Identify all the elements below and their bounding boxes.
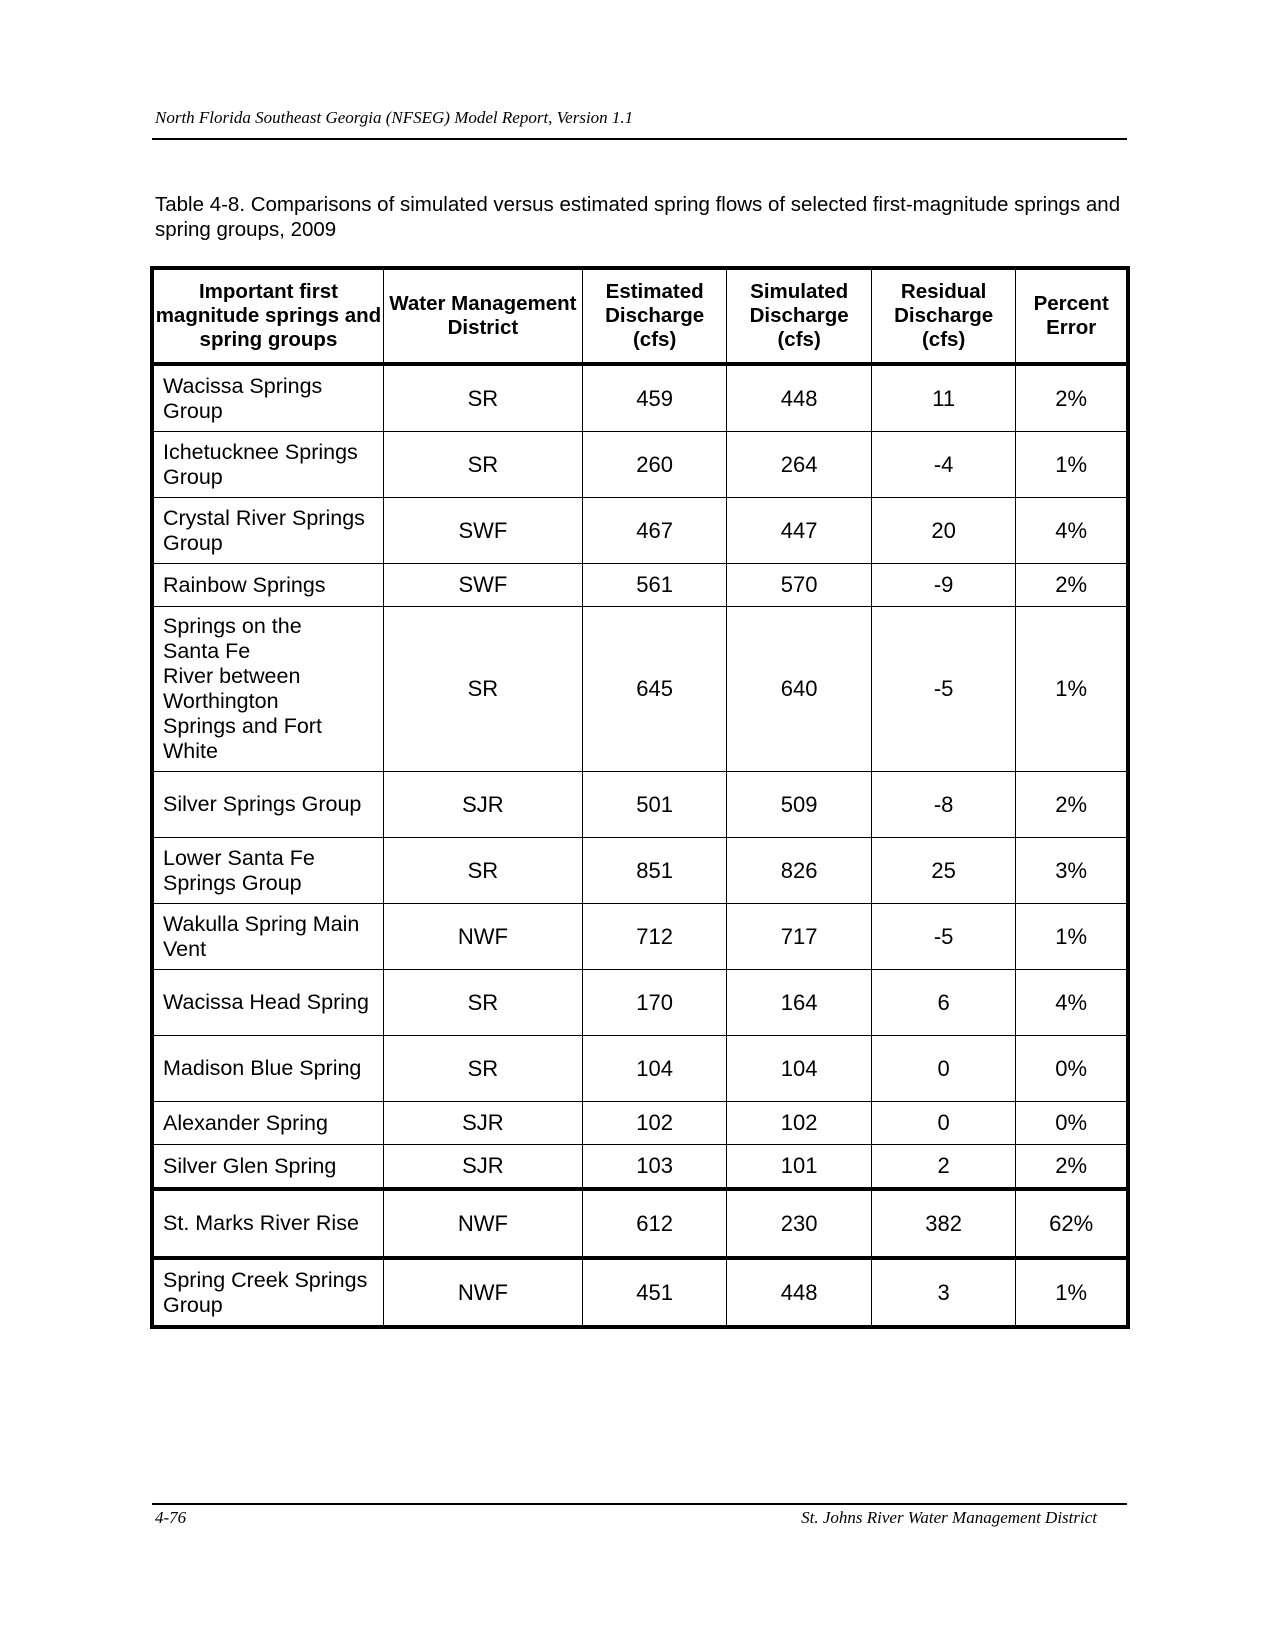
simulated-cell: 509 [727,772,872,838]
district-cell: SR [383,364,582,432]
estimated-cell: 467 [582,498,727,564]
spring-name-cell: Rainbow Springs [152,564,383,607]
district-cell: SJR [383,1102,582,1145]
percent-error-cell: 1% [1016,607,1128,772]
residual-cell: 25 [871,838,1016,904]
district-cell: SR [383,970,582,1036]
simulated-cell: 448 [727,364,872,432]
residual-cell: 2 [871,1145,1016,1190]
district-cell: SR [383,432,582,498]
percent-error-cell: 3% [1016,838,1128,904]
running-header: North Florida Southeast Georgia (NFSEG) Model Report, Version 1.1 [155,108,634,127]
column-header: Simulated Discharge (cfs) [727,268,872,364]
spring-name-cell: Spring Creek Springs Group [152,1258,383,1327]
estimated-cell: 102 [582,1102,727,1145]
percent-error-cell: 4% [1016,498,1128,564]
estimated-cell: 451 [582,1258,727,1327]
estimated-cell: 260 [582,432,727,498]
table-row [152,1036,1128,1102]
spring-name-cell: Ichetucknee Springs Group [152,432,383,498]
column-header: Percent Error [1016,268,1128,364]
district-cell: SWF [383,498,582,564]
table-row [152,970,1128,1036]
table-row [152,1145,1128,1190]
estimated-cell: 561 [582,564,727,607]
district-cell: SWF [383,564,582,607]
district-cell: NWF [383,904,582,970]
column-header: Important first magnitude springs and spring groups [152,268,383,364]
spring-name-cell: Crystal River Springs Group [152,498,383,564]
estimated-cell: 103 [582,1145,727,1190]
percent-error-cell: 1% [1016,1258,1128,1327]
estimated-cell: 104 [582,1036,727,1102]
spring-name-cell: Springs on the Santa Fe River between Worthington Springs and Fort White [152,607,383,772]
spring-name-cell: Wacissa Springs Group [152,364,383,432]
estimated-cell: 645 [582,607,727,772]
spring-flows-table [150,266,1130,1329]
estimated-cell: 170 [582,970,727,1036]
district-cell: SR [383,838,582,904]
table-row [152,498,1128,564]
percent-error-cell: 2% [1016,1145,1128,1190]
simulated-cell: 104 [727,1036,872,1102]
simulated-cell: 447 [727,498,872,564]
residual-cell: -9 [871,564,1016,607]
estimated-cell: 501 [582,772,727,838]
residual-cell: 0 [871,1036,1016,1102]
spring-name-cell: Silver Springs Group [152,772,383,838]
spring-name-cell: Lower Santa Fe Springs Group [152,838,383,904]
table-row [152,904,1128,970]
table-caption: Table 4-8. Comparisons of simulated versus estimated spring flows of selected first-magnitude springs and spring groups, 2009 [155,193,1121,241]
spring-name-cell: Wakulla Spring Main Vent [152,904,383,970]
simulated-cell: 717 [727,904,872,970]
residual-cell: 6 [871,970,1016,1036]
column-header: Water Management District [383,268,582,364]
column-header: Estimated Discharge (cfs) [582,268,727,364]
table-row [152,607,1128,772]
table-row [152,564,1128,607]
column-header: Residual Discharge (cfs) [871,268,1016,364]
residual-cell: -4 [871,432,1016,498]
simulated-cell: 102 [727,1102,872,1145]
percent-error-cell: 2% [1016,772,1128,838]
percent-error-cell: 0% [1016,1102,1128,1145]
simulated-cell: 640 [727,607,872,772]
table-row [152,838,1128,904]
district-cell: SR [383,607,582,772]
table-row [152,1102,1128,1145]
page-number: 4-76 [155,1508,187,1527]
percent-error-cell: 0% [1016,1036,1128,1102]
district-cell: SR [383,1036,582,1102]
simulated-cell: 101 [727,1145,872,1190]
simulated-cell: 570 [727,564,872,607]
residual-cell: -5 [871,904,1016,970]
simulated-cell: 826 [727,838,872,904]
residual-cell: 382 [871,1189,1016,1258]
district-cell: SJR [383,1145,582,1190]
estimated-cell: 612 [582,1189,727,1258]
table-row [152,432,1128,498]
simulated-cell: 230 [727,1189,872,1258]
residual-cell: 3 [871,1258,1016,1327]
table-row [152,1189,1128,1258]
spring-name-cell: Silver Glen Spring [152,1145,383,1190]
table-row [152,364,1128,432]
percent-error-cell: 2% [1016,364,1128,432]
simulated-cell: 264 [727,432,872,498]
percent-error-cell: 2% [1016,564,1128,607]
spring-name-cell: Wacissa Head Spring [152,970,383,1036]
residual-cell: 0 [871,1102,1016,1145]
table-row [152,772,1128,838]
district-cell: NWF [383,1258,582,1327]
percent-error-cell: 1% [1016,432,1128,498]
table-header-row [152,268,1128,364]
residual-cell: 11 [871,364,1016,432]
residual-cell: -5 [871,607,1016,772]
district-cell: NWF [383,1189,582,1258]
spring-name-cell: St. Marks River Rise [152,1189,383,1258]
residual-cell: 20 [871,498,1016,564]
spring-name-cell: Madison Blue Spring [152,1036,383,1102]
percent-error-cell: 4% [1016,970,1128,1036]
simulated-cell: 164 [727,970,872,1036]
percent-error-cell: 62% [1016,1189,1128,1258]
estimated-cell: 712 [582,904,727,970]
percent-error-cell: 1% [1016,904,1128,970]
table-row [152,1258,1128,1327]
residual-cell: -8 [871,772,1016,838]
footer-rule [152,1503,1127,1505]
estimated-cell: 851 [582,838,727,904]
estimated-cell: 459 [582,364,727,432]
simulated-cell: 448 [727,1258,872,1327]
footer-organization: St. Johns River Water Management District [801,1508,1097,1527]
district-cell: SJR [383,772,582,838]
spring-name-cell: Alexander Spring [152,1102,383,1145]
header-rule [152,138,1127,140]
